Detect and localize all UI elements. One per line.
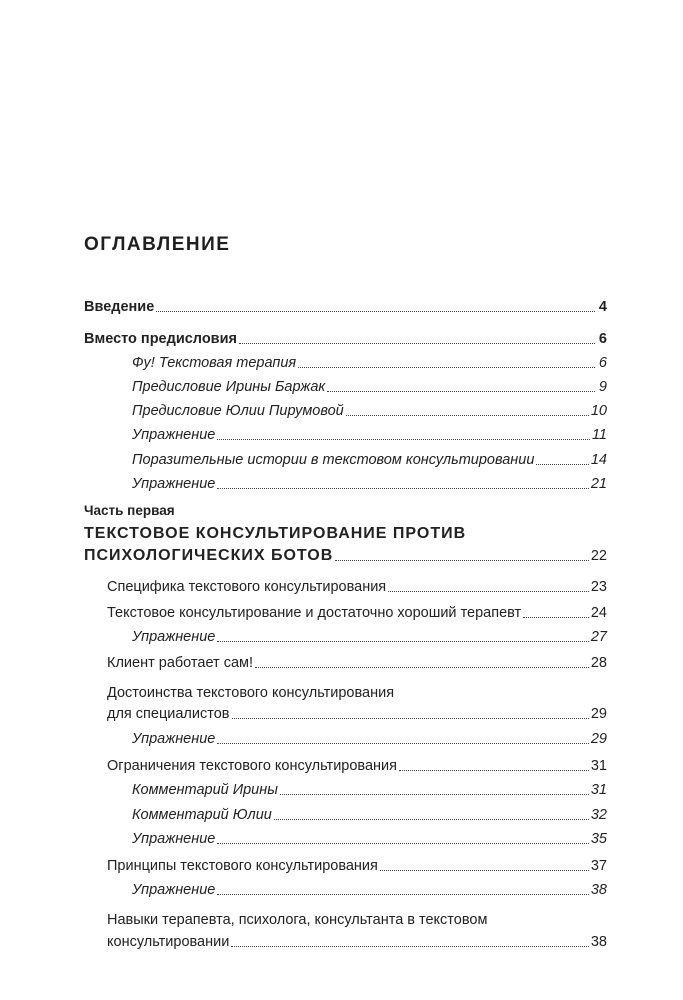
toc-entry[interactable]: [107, 577, 607, 597]
page-number: 37: [590, 858, 607, 874]
dot-leader: [335, 560, 589, 561]
toc-entry[interactable]: [132, 627, 607, 647]
dot-leader: [380, 870, 589, 871]
entry-text: Поразительные истории в текстовом консультировании: [132, 452, 535, 468]
toc-entry[interactable]: [84, 329, 607, 349]
page-number: 14: [590, 452, 607, 468]
entry-text: Ограничения текстового консультирования: [107, 758, 397, 774]
dot-leader: [298, 367, 595, 368]
page-number: 29: [590, 706, 607, 722]
entry-text: Предисловие Ирины Баржак: [132, 379, 326, 395]
page-number: 6: [598, 331, 607, 347]
toc-entry[interactable]: [107, 704, 607, 724]
page-number: 9: [598, 379, 607, 395]
entry-text: Упражнение: [132, 831, 216, 847]
page-number: 23: [590, 579, 607, 595]
entry-text: Вместо предисловия: [84, 331, 237, 347]
dot-leader: [274, 819, 589, 820]
page-number: 24: [590, 605, 607, 621]
entry-text: для специалистов: [107, 706, 230, 722]
toc-entry[interactable]: [132, 401, 607, 421]
toc-entry[interactable]: [107, 756, 607, 776]
dot-leader: [523, 617, 589, 618]
page-number: 10: [590, 403, 607, 419]
dot-leader: [280, 794, 589, 795]
entry-text: Упражнение: [132, 629, 216, 645]
toc-entry[interactable]: [132, 729, 607, 749]
dot-leader: [346, 415, 589, 416]
toc-entry[interactable]: [132, 450, 607, 470]
page-number: 32: [590, 807, 607, 823]
entry-text: Упражнение: [132, 476, 216, 492]
entry-text: Фу! Текстовая терапия: [132, 355, 297, 371]
entry-text: Текстовое консультирование и достаточно хороший терапевт: [107, 605, 522, 621]
page-number: 27: [590, 629, 607, 645]
page-number: 11: [591, 427, 607, 443]
entry-text: Комментарий Ирины: [132, 782, 278, 798]
dot-leader: [327, 391, 595, 392]
toc-entry[interactable]: [132, 425, 607, 445]
toc-entry[interactable]: [132, 829, 607, 849]
dot-leader: [217, 488, 589, 489]
toc-entry[interactable]: [84, 297, 607, 317]
entry-text-line1: Навыки терапевта, психолога, консультанта в текстовом: [107, 912, 488, 928]
page-number: 29: [590, 731, 607, 747]
toc-entry[interactable]: [107, 603, 607, 623]
toc-title: ОГЛАВЛЕНИЕ: [84, 234, 231, 255]
entry-text: Комментарий Юлии: [132, 807, 272, 823]
page-number: 38: [590, 882, 607, 898]
entry-text-line1: Достоинства текстового консультирования: [107, 685, 395, 701]
toc-entry[interactable]: [132, 880, 607, 900]
entry-text: Предисловие Юлии Пирумовой: [132, 403, 344, 419]
page-number: 4: [598, 299, 607, 315]
dot-leader: [388, 591, 589, 592]
page-number: 6: [598, 355, 607, 371]
toc-entry[interactable]: [132, 805, 607, 825]
part-title-line2: ПСИХОЛОГИЧЕСКИХ БОТОВ: [84, 547, 334, 564]
page-number: 28: [590, 655, 607, 671]
toc-entry[interactable]: [107, 932, 607, 952]
toc-entry[interactable]: [107, 856, 607, 876]
dot-leader: [536, 464, 588, 465]
part-label: Часть первая: [84, 503, 175, 518]
page-number: 38: [590, 934, 607, 950]
dot-leader: [217, 439, 590, 440]
toc-entry[interactable]: [132, 353, 607, 373]
toc-entry[interactable]: [132, 780, 607, 800]
page-number: 31: [590, 782, 607, 798]
entry-text: Принципы текстового консультирования: [107, 858, 378, 874]
dot-leader: [217, 743, 589, 744]
entry-text: Клиент работает сам!: [107, 655, 254, 671]
toc-entry[interactable]: [132, 377, 607, 397]
part-title-line1: ТЕКСТОВОЕ КОНСУЛЬТИРОВАНИЕ ПРОТИВ: [84, 525, 467, 542]
dot-leader: [231, 946, 589, 947]
entry-text: Введение: [84, 299, 155, 315]
toc-entry[interactable]: [132, 474, 607, 494]
entry-text: Упражнение: [132, 731, 216, 747]
part-title-entry[interactable]: [84, 546, 607, 566]
dot-leader: [217, 894, 589, 895]
page-number: 35: [590, 831, 607, 847]
page-number: 31: [590, 758, 607, 774]
page-number: 21: [590, 476, 607, 492]
dot-leader: [232, 718, 589, 719]
entry-text: Упражнение: [132, 882, 216, 898]
dot-leader: [217, 641, 589, 642]
entry-text: Упражнение: [132, 427, 216, 443]
toc-entry[interactable]: [107, 653, 607, 673]
dot-leader: [156, 311, 595, 312]
dot-leader: [255, 667, 589, 668]
page-number: 22: [590, 548, 607, 564]
dot-leader: [239, 343, 595, 344]
dot-leader: [399, 770, 589, 771]
entry-text: Специфика текстового консультирования: [107, 579, 387, 595]
entry-text: консультировании: [107, 934, 230, 950]
dot-leader: [217, 843, 589, 844]
